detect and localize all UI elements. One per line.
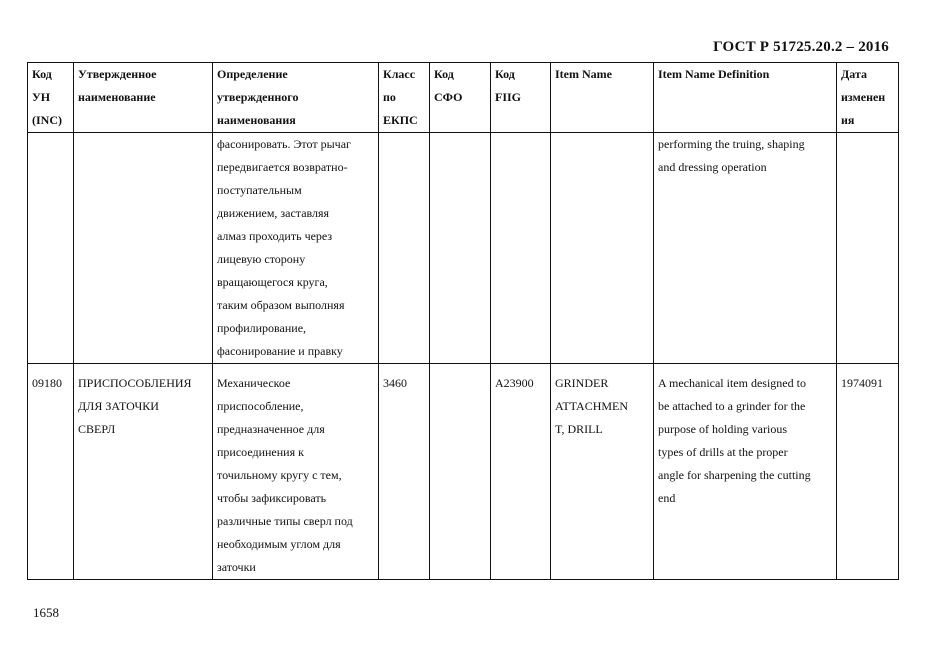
cell-item-name-definition: A mechanical item designed to be attached to a grinder for the purpose of holding various types of drills at the proper angle for sharpening the cutting end <box>654 364 837 580</box>
header-class-ekps: Класс по ЕКПС <box>379 63 430 133</box>
header-inc: Код УН (INC) <box>28 63 74 133</box>
cell-inc: 09180 <box>28 364 74 580</box>
document-title: ГОСТ Р 51725.20.2 – 2016 <box>713 39 889 55</box>
cell-inc <box>28 133 74 364</box>
header-definition: Определение утвержденного наименования <box>213 63 379 133</box>
table-row-continuation <box>28 133 899 364</box>
cell-approved-name: ПРИСПОСОБЛЕНИЯ ДЛЯ ЗАТОЧКИ СВЕРЛ <box>74 364 213 580</box>
cell-item-name-definition: performing the truing, shaping and dressing operation <box>654 133 837 364</box>
cell-approved-name <box>74 133 213 364</box>
cell-change-date <box>837 133 899 364</box>
header-fiig: Код FIIG <box>491 63 551 133</box>
table-row <box>28 364 899 580</box>
header-item-name: Item Name <box>551 63 654 133</box>
cell-sfo-code <box>430 133 491 364</box>
header-sfo-code: Код СФО <box>430 63 491 133</box>
cell-item-name: GRINDER ATTACHMEN T, DRILL <box>551 364 654 580</box>
cell-definition: фасонировать. Этот рычаг передвигается возвратно- поступательным движением, заставляя алмаз проходить через лицевую сторону вращающегося круга, таким образом выполняя профилирование, фасонирование и правку <box>213 133 379 364</box>
cell-class-ekps: 3460 <box>379 364 430 580</box>
cell-change-date: 1974091 <box>837 364 899 580</box>
header-item-name-definition: Item Name Definition <box>654 63 837 133</box>
header-change-date: Дата изменен ия <box>837 63 899 133</box>
cell-class-ekps <box>379 133 430 364</box>
cell-fiig <box>491 133 551 364</box>
cell-item-name <box>551 133 654 364</box>
gost-table <box>27 62 899 580</box>
cell-fiig: A23900 <box>491 364 551 580</box>
table-header-row <box>28 63 899 133</box>
cell-sfo-code <box>430 364 491 580</box>
cell-definition: Механическое приспособление, предназначенное для присоединения к точильному кругу с тем, чтобы зафиксировать различные типы сверл под необходимым углом для заточки <box>213 364 379 580</box>
page-number: 1658 <box>33 605 59 620</box>
header-approved-name: Утвержденное наименование <box>74 63 213 133</box>
